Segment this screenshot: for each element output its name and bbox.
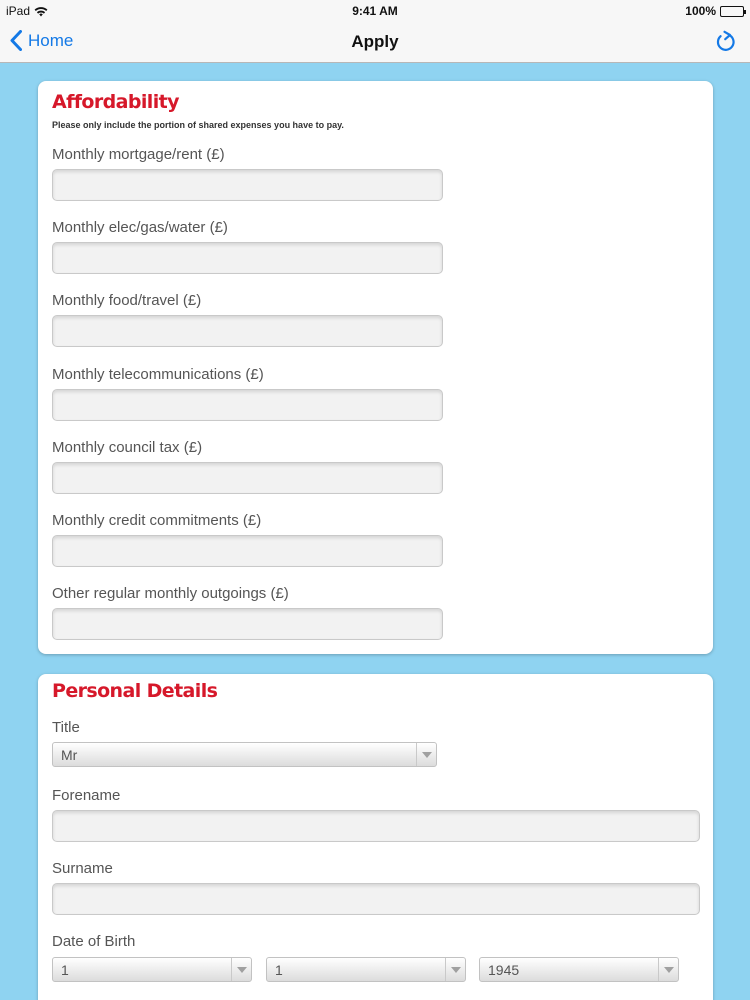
chevron-down-icon [445, 958, 465, 981]
council-tax-label: Monthly council tax (£) [52, 439, 203, 456]
dob-month-value: 1 [275, 962, 283, 978]
affordability-card [38, 81, 713, 654]
chevron-down-icon [416, 743, 436, 766]
battery-percent: 100% [685, 4, 716, 18]
credit-commitments-label: Monthly credit commitments (£) [52, 512, 262, 529]
dob-year-select[interactable] [479, 957, 679, 982]
refresh-icon [716, 30, 736, 52]
utilities-label: Monthly elec/gas/water (£) [52, 219, 228, 236]
council-tax-input[interactable] [52, 462, 443, 494]
other-outgoings-input[interactable] [52, 608, 443, 640]
dob-day-value: 1 [61, 962, 69, 978]
page-title: Apply [351, 32, 399, 51]
navigation-bar [0, 22, 750, 63]
dob-day-select[interactable] [52, 957, 252, 982]
status-right [685, 4, 744, 18]
other-outgoings-label: Other regular monthly outgoings (£) [52, 585, 289, 602]
refresh-button[interactable] [716, 30, 736, 57]
surname-label: Surname [52, 860, 113, 877]
telecommunications-input[interactable] [52, 389, 443, 421]
status-bar [0, 0, 750, 22]
forename-input[interactable] [52, 810, 700, 842]
status-time: 9:41 AM [352, 4, 398, 18]
dob-month-select[interactable] [266, 957, 466, 982]
personal-details-title: Personal Details [52, 680, 218, 702]
affordability-note: Please only include the portion of shared expenses you have to pay. [52, 120, 344, 130]
personal-details-card [38, 674, 713, 1000]
dob-label: Date of Birth [52, 933, 136, 950]
title-select[interactable] [52, 742, 437, 767]
dob-year-value: 1945 [488, 962, 520, 978]
mortgage-rent-input[interactable] [52, 169, 443, 201]
food-travel-label: Monthly food/travel (£) [52, 292, 202, 309]
chevron-down-icon [658, 958, 678, 981]
back-button-label: Home [28, 30, 74, 50]
affordability-title: Affordability [52, 91, 179, 113]
device-label: iPad [6, 4, 31, 18]
credit-commitments-input[interactable] [52, 535, 443, 567]
chevron-down-icon [231, 958, 251, 981]
telecommunications-label: Monthly telecommunications (£) [52, 366, 264, 383]
battery-icon [720, 6, 744, 17]
title-label: Title [52, 719, 80, 736]
mortgage-rent-label: Monthly mortgage/rent (£) [52, 146, 225, 163]
title-select-value: Mr [61, 747, 78, 763]
food-travel-input[interactable] [52, 315, 443, 347]
forename-label: Forename [52, 787, 121, 804]
utilities-input[interactable] [52, 242, 443, 274]
surname-input[interactable] [52, 883, 700, 915]
